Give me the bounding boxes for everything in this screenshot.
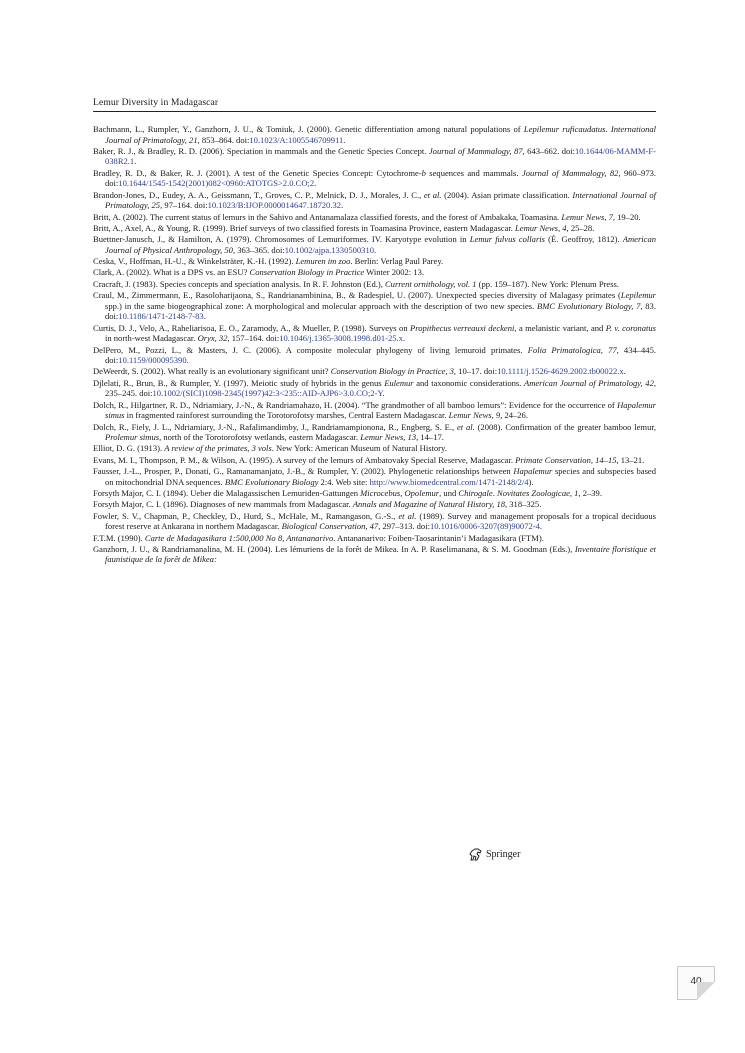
springer-horse-icon bbox=[468, 848, 483, 861]
reference-entry: Forsyth Major, C. I. (1896). Diagnoses of new mammals from Madagascar. Annals and Magazine of Natural History, 18, 318–325. bbox=[93, 499, 542, 510]
reference-entry: DeWeerdt, S. (2002). What really is an evolutionary significant unit? Conservation Biology in Practice, 3, 10–17. doi:10.1111/j.1526-4629.2002.tb00022.x. bbox=[93, 366, 626, 377]
reference-entry: DelPero, M., Pozzi, L., & Masters, J. C. (2006). A composite molecular phylogeny of living lemuroid primates. Folia Primatologica, 77, 434–445. doi:10.1159/000095390. bbox=[93, 344, 656, 366]
header-rule bbox=[93, 111, 656, 112]
reference-entry: Dolch, R., Fiely, J. L., Ndriamiary, J.-N., Rafalimandimby, J., Randriamampionona, R., Engberg, S. E., et al. (2008). Confirmation of the greater bamboo lemur, Prolemur simus, north of the Torotorofotsy wetlands, eastern Madagascar. Lemur News, 13, 14–17. bbox=[93, 421, 656, 443]
reference-entry: Britt, A. (2002). The current status of lemurs in the Sahivo and Antanamalaza classified forests, and the forest of Ambakaka, Toamasina. Lemur News, 7, 19–20. bbox=[93, 211, 641, 222]
reference-entry: F.T.M. (1990). Carte de Madagasikara 1:500,000 No 8, Antananarivo. Antananarivo: Foiben-Taosarintanin’i Madagasikara (FTM). bbox=[93, 532, 544, 543]
reference-entry: Elliot, D. G. (1913). A review of the primates, 3 vols. New York: American Museum of Natural History. bbox=[93, 443, 447, 454]
reference-entry: Ceska, V., Hoffman, H.-U., & Winkelsträter, K.-H. (1992). Lemuren im zoo. Berlin: Verlag Paul Parey. bbox=[93, 256, 444, 267]
reference-entry: Fausser, J.-L., Prosper, P., Donati, G., Ramanamanjato, J.-B., & Rumpler, Y. (2002). Phylogenetic relationships between Hapalemur species and subspecies based on mitochondrial DNA sequences. BMC Evolutionary Biology 2:4. Web site: http://www.biomedcentral.com/1471-2148/2/4). bbox=[93, 466, 656, 487]
reference-entry: Bachmann, L., Rumpler, Y., Ganzhorn, J. U., & Tomiuk, J. (2000). Genetic differentiation among natural populations of Lepilemur ruficaudatus. International Journal of Primatology, 21, 853–864. doi:10.1023/A:1005546709911. bbox=[93, 124, 657, 145]
reference-entry: Brandon-Jones, D., Eudey, A. A., Geissmann, T., Groves, C. P., Melnick, D. J., Morales, J. C., et al. (2004). Asian primate classification. International Journal of Primatology, 25, 97–164. doi:10.1023/B:IJOP.0000014647.18720.32. bbox=[93, 189, 656, 211]
reference-entry: Fowler, S. V., Chapman, P., Checkley, D., Hurd, S., McHale, M., Ramangason, G.-S., et al. (1989). Survey and management proposals for a tropical deciduous forest reserve at Ankarana in northern Madagascar. Biological Conservation, 47, 297–313. doi:10.1016/0006-3207(89)90072-4. bbox=[93, 510, 656, 532]
reference-entry: Clark, A. (2002). What is a DPS vs. an ESU? Conservation Biology in Practice Winter 2002: 13. bbox=[93, 267, 424, 278]
reference-entry: Bradley, R. D., & Baker, R. J. (2001). A test of the Genetic Species Concept: Cytochrome-b sequences and mammals. Journal of Mammalogy, 82, 960–973. doi:10.1644/1545-1542(2001)082<0960:ATOTGS>2.0.CO;2. bbox=[93, 167, 656, 189]
reference-list bbox=[93, 124, 656, 566]
reference-entry: Baker, R. J., & Bradley, R. D. (2006). Speciation in mammals and the Genetic Species Concept. Journal of Mammalogy, 87, 643–662. doi:10.1644/06-MAMM-F-038R2.1. bbox=[93, 145, 656, 167]
publisher-logo bbox=[468, 848, 520, 861]
page-fold-icon bbox=[697, 982, 715, 1000]
reference-entry: Britt, A., Axel, A., & Young, R. (1999). Brief surveys of two classified forests in Toamasina Province, eastern Madagascar. Lemur News, 4, 25–28. bbox=[93, 222, 595, 233]
page-number: 40 bbox=[690, 976, 702, 987]
page-number-badge bbox=[677, 966, 715, 1000]
reference-entry: Forsyth Major, C. I. (1894). Ueber die Malagassischen Lemuriden-Gattungen Microcebus, Opolemur, und Chirogale. Novitates Zoologicae, 1, 2–39. bbox=[93, 487, 602, 498]
reference-entry: Craul, M., Zimmermann, E., Rasoloharijaona, S., Randrianambinina, B., & Radespiel, U. (2007). Unexpected species diversity of Malagasy primates (Lepilemur spp.) in the same biogeographical zone: A morphological and molecular approach with the description of two new species. BMC Evolutionary Biology, 7, 83. doi:10.1186/1471-2148-7-83. bbox=[93, 290, 656, 322]
reference-entry: Djlelati, R., Brun, B., & Rumpler, Y. (1997). Meiotic study of hybrids in the genus Eulemur and taxonomic considerations. American Journal of Primatology, 42, 235–245. doi:10.1002/(SICI)1098-2345(1997)42:3<235::AID-AJP6>3.0.CO;2-Y. bbox=[93, 377, 656, 399]
reference-entry: Curtis, D. J., Velo, A., Raheliarisoa, E. O., Zaramody, A., & Mueller, P. (1998). Surveys on Propithecus verreauxi deckeni, a melanistic variant, and P. v. coronatus in north-west Madagascar. Oryx, 32, 157–164. doi:10.1046/j.1365-3008.1998.d01-25.x. bbox=[93, 322, 657, 344]
reference-entry: Buettner-Janusch, J., & Hamilton, A. (1979). Chromosomes of Lemuriformes. IV. Karyotype evolution in Lemur fulvus collaris (É. Geoffroy, 1812). American Journal of Physical Anthropology, 50, 363–365. doi:10.1002/ajpa.1330500310. bbox=[93, 234, 656, 255]
reference-entry: Cracraft, J. (1983). Species concepts and speciation analysis. In R. F. Johnston (Ed.), Current ornithology, vol. 1 (pp. 159–187). New York: Plenum Press. bbox=[93, 278, 619, 289]
publisher-name: Springer bbox=[486, 849, 521, 860]
reference-entry: Evans, M. I., Thompson, P. M., & Wilson, A. (1995). A survey of the lemurs of Ambatovaky Special Reserve, Madagascar. Primate Conservation, 14–15, 13–21. bbox=[93, 454, 645, 465]
running-head: Lemur Diversity in Madagascar bbox=[93, 97, 219, 108]
reference-entry: Ganzhorn, J. U., & Randriamanalina, M. H. (2004). Les lémuriens de la forêt de Mikea. In A. P. Raselimanana, & S. M. Goodman (Eds.), Inventaire floristique et faunistique de la forêt de Mikea: bbox=[93, 543, 657, 565]
reference-entry: Dolch, R., Hilgartner, R. D., Ndriamiary, J.-N., & Randriamahazo, H. (2004). “The grandmother of all bamboo lemurs”: Evidence for the occurrence of Hapalemur simus in fragmented rainforest surrounding the Torotorofotsy marshes, Central Eastern Madagascar. Lemur News, 9, 24–26. bbox=[93, 399, 656, 421]
